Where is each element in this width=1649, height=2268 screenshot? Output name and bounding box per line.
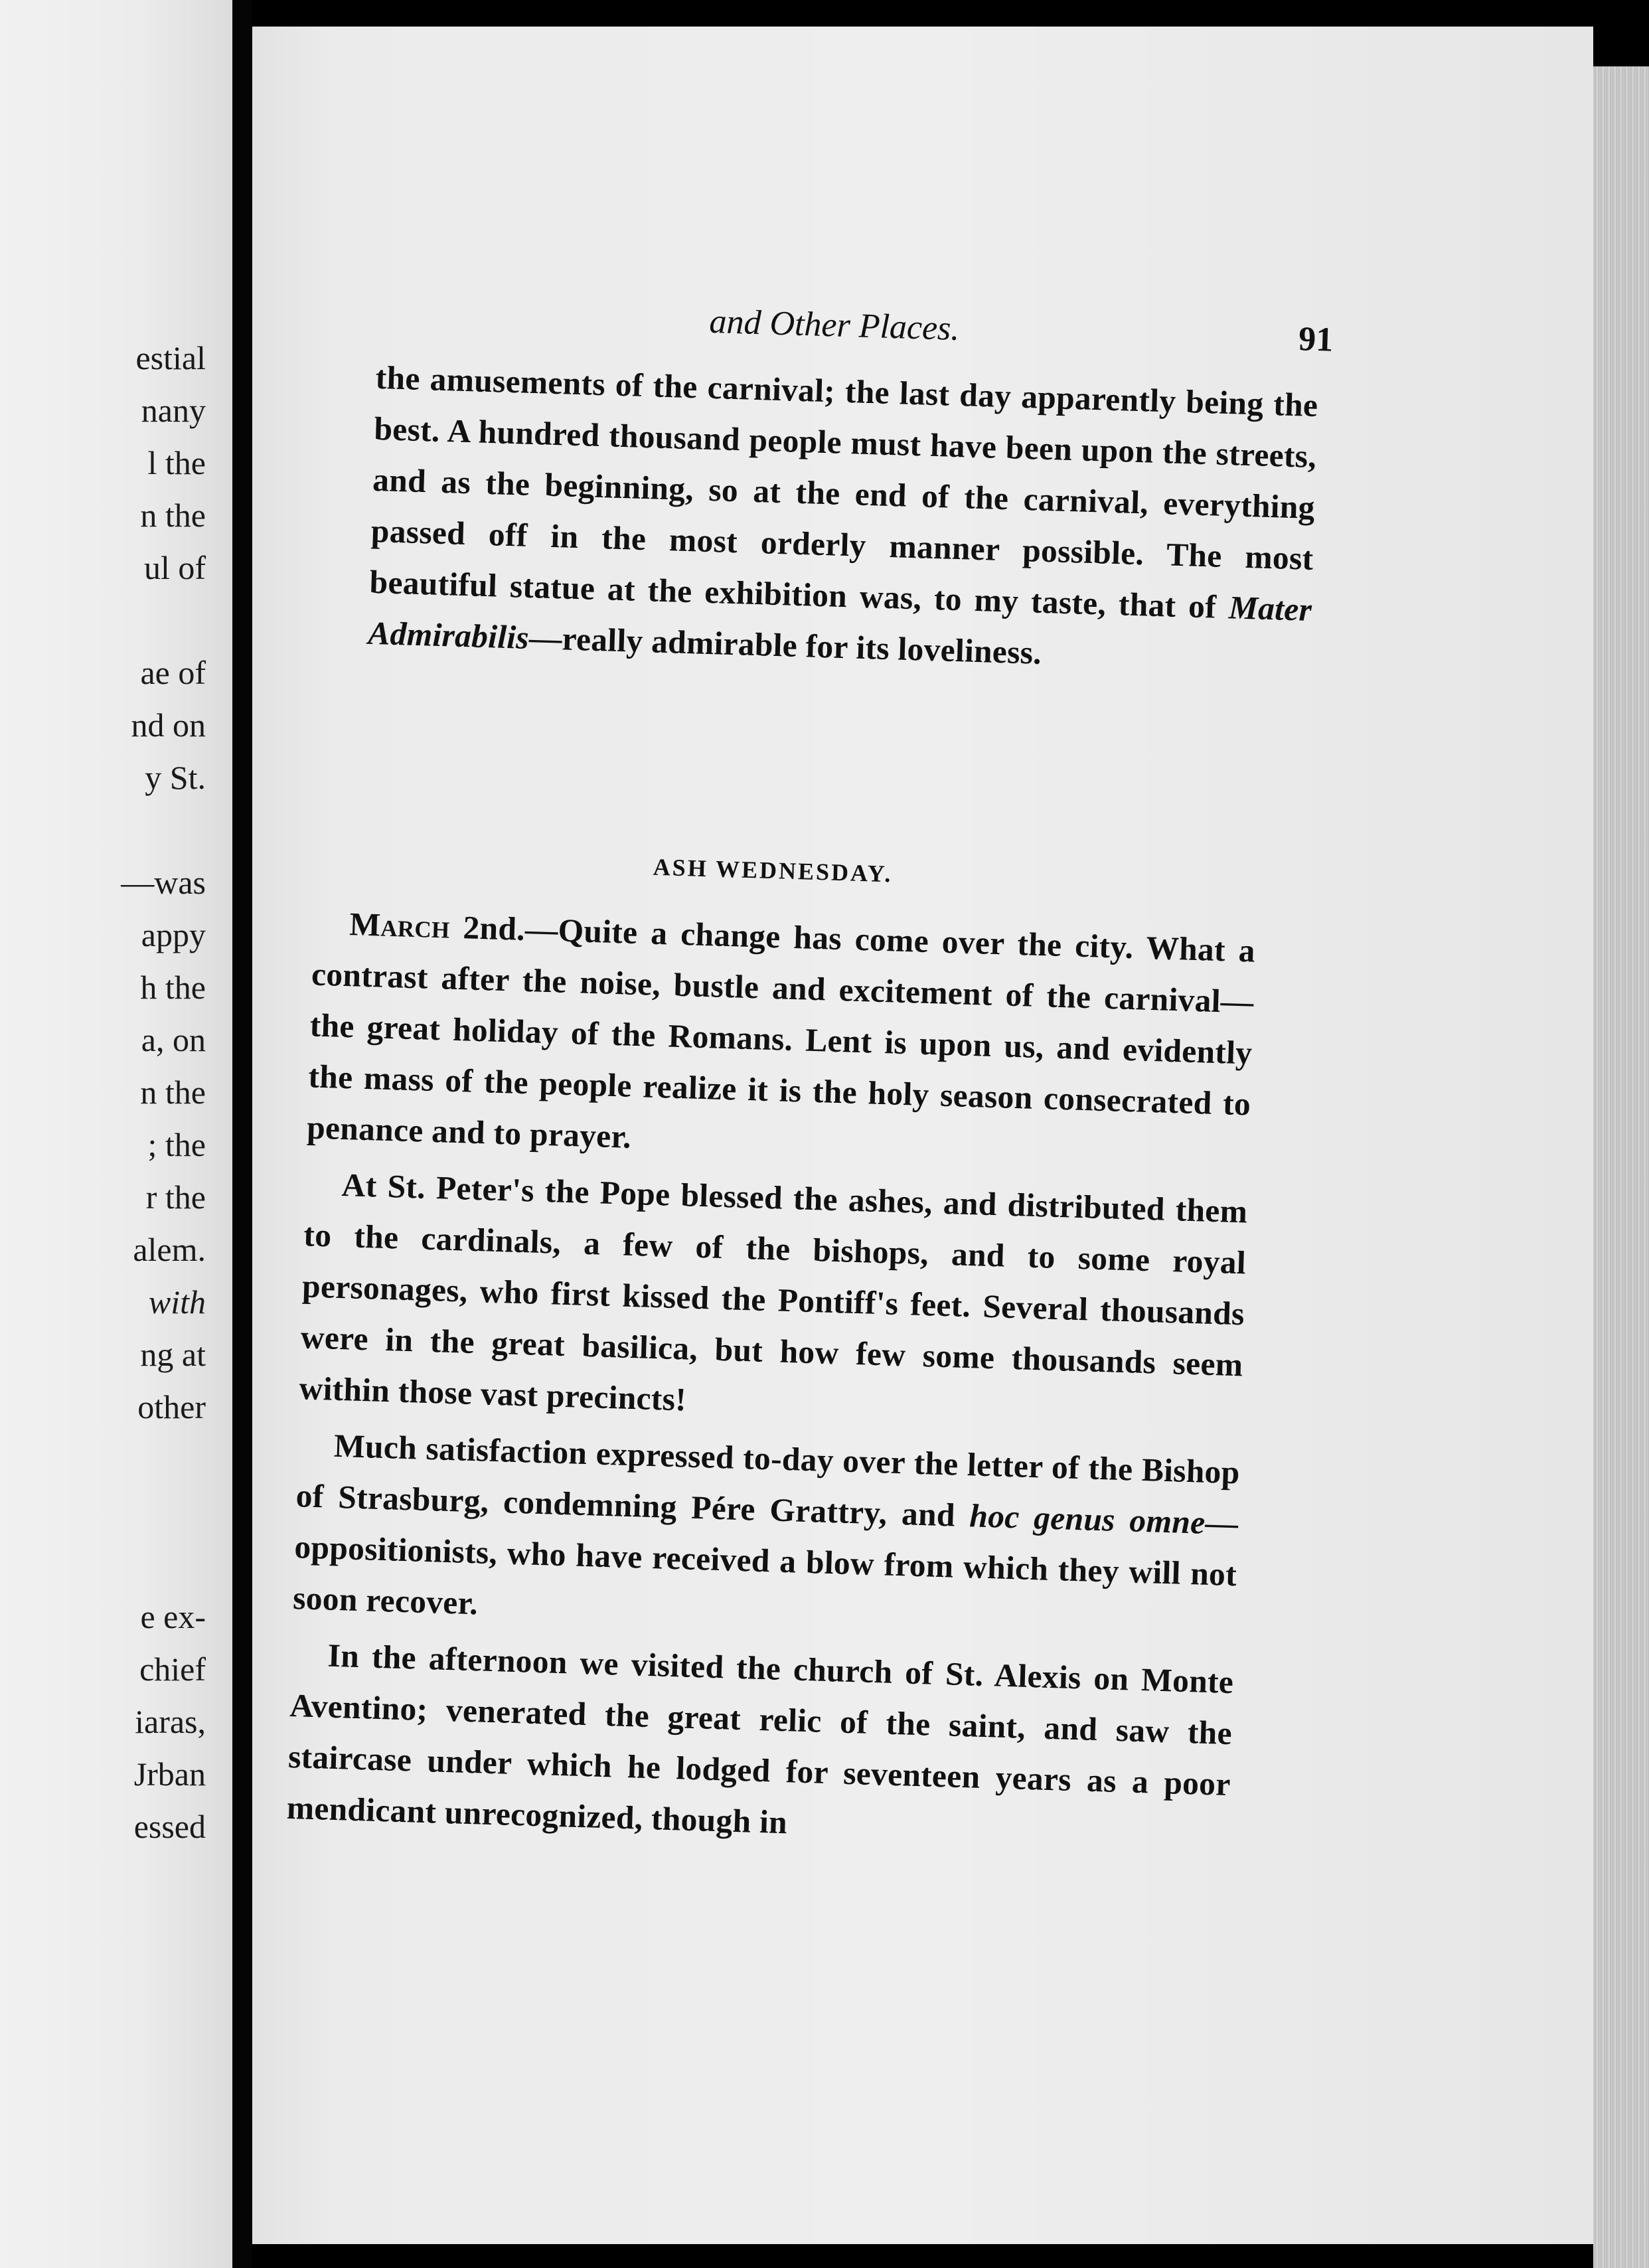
paragraph-text: —oppositionists, who have received a blow from which they will not soon recover. xyxy=(292,1504,1239,1622)
paragraph-strasburg xyxy=(292,1419,1241,1651)
facing-line: e ex- xyxy=(140,1598,206,1635)
italic-phrase: hoc genus omne xyxy=(969,1497,1206,1541)
facing-line: ; the xyxy=(147,1126,206,1163)
facing-line: Jrban xyxy=(133,1755,206,1793)
facing-line: h the xyxy=(140,969,206,1006)
paragraph-st-alexis: In the afternoon we visited the church of St. Alexis on Monte Aventino; venerated the great relic of the saint, and saw the staircase under which he lodged for seventeen years as a poor mendicant unrecognized, though in xyxy=(286,1637,1234,1841)
facing-line: iaras, xyxy=(135,1703,206,1740)
italic-title: Mater Admirabilis xyxy=(367,589,1312,656)
facing-line: estial xyxy=(135,339,206,376)
facing-line: nd on xyxy=(131,706,206,744)
page-edges xyxy=(1593,66,1649,2268)
paragraph-text: Much satisfaction expressed to-day over the letter of the Bishop of Strasburg, condemning Pére Grattry, and xyxy=(295,1427,1241,1534)
facing-line: chief xyxy=(139,1651,206,1688)
facing-line: other xyxy=(137,1388,206,1425)
facing-line: n the xyxy=(140,497,206,534)
paragraph-march-2nd xyxy=(306,898,1256,1181)
paragraph-text: the amusements of the carnival; the last day apparently being the best. A hundred thousand people must have been upon the streets, and as the beginning, so at the end of the carnival, everything passed off in the most orderly manner possible. The most beautiful statue at the exhibition was, to my taste, that of xyxy=(368,359,1319,626)
facing-line: nany xyxy=(141,392,206,429)
facing-line: alem. xyxy=(133,1231,206,1268)
facing-line: with xyxy=(148,1283,206,1321)
facing-line: y St. xyxy=(145,759,206,796)
section-heading: ASH WEDNESDAY. xyxy=(653,853,894,888)
paragraph-text: —really admirable for its loveliness. xyxy=(528,619,1042,671)
facing-line: ae of xyxy=(140,654,206,691)
facing-page xyxy=(0,0,232,2268)
facing-line: n the xyxy=(140,1074,206,1111)
facing-line: ul of xyxy=(143,549,206,586)
book-gutter xyxy=(232,0,252,2268)
facing-page-text xyxy=(121,332,206,1853)
running-head-title: and Other Places. xyxy=(708,302,961,348)
page-number: 91 xyxy=(1298,320,1334,359)
facing-line: ng at xyxy=(140,1336,206,1373)
page-text xyxy=(286,285,1334,1862)
facing-line: a, on xyxy=(141,1021,206,1058)
facing-line: —was xyxy=(121,864,206,901)
facing-line: l the xyxy=(147,444,206,481)
ash-wednesday-section xyxy=(286,843,1258,1861)
paragraph-text: 2nd.—Quite a change has come over the city. What a contrast after the noise, bustle and excitement of the carnival—the great holiday of the Romans. Lent is upon us, and evidently the mass of the people realize it is the holy season consecrated to penance and to prayer. xyxy=(306,908,1256,1155)
facing-line: appy xyxy=(141,916,206,953)
paragraph-st-peters: At St. Peter's the Pope blessed the ashes, and distributed them to the cardinals, a few of the bishops, and to some royal personages, who first kissed the Pontiff's feet. Several thousands were in the great basilica, but how few some thousands seem within those vast precincts! xyxy=(298,1166,1249,1418)
date-lead: March xyxy=(349,906,451,945)
facing-line: r the xyxy=(145,1178,206,1216)
facing-line: essed xyxy=(133,1808,206,1845)
paragraph-carnival xyxy=(367,352,1318,687)
